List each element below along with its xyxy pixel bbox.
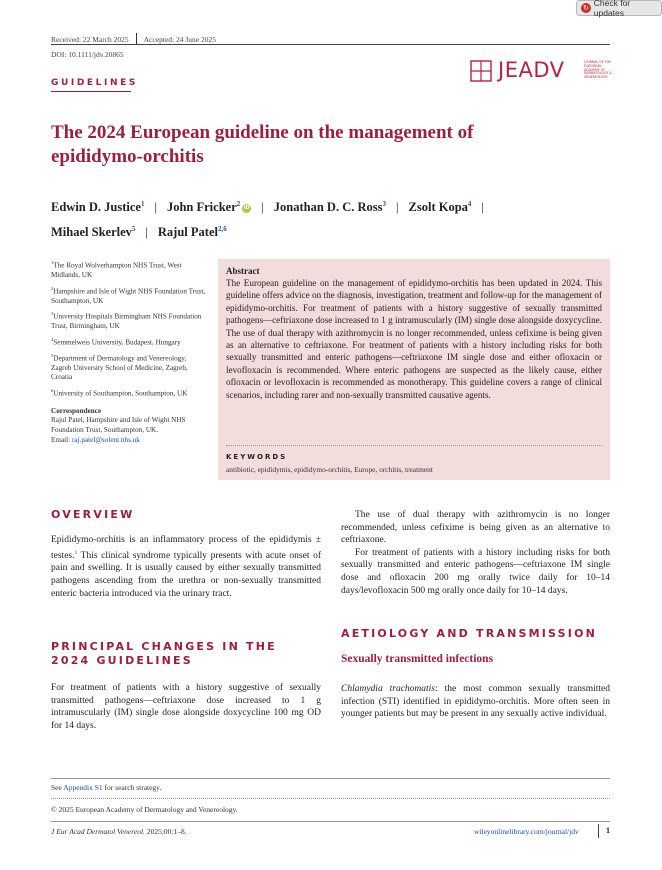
keywords-heading: KEYWORDS [226,453,288,461]
right-column-text [341,509,610,597]
journal-url-link[interactable]: wileyonlinelibrary.com/journal/jdv [474,827,579,836]
copyright: © 2025 European Academy of Dermatology and Venereology. [51,805,238,814]
affiliation: $^3$University Hospitals Birmingham NHS Foundation Trust, Birmingham, UK [51,311,202,331]
author[interactable]: Jonathan D. C. Ross$^3$ [273,200,386,215]
affiliation: $^5$Department of Dermatology and Venereology, Zagreb University School of Medicine, Zagreb, Croatia [51,352,188,382]
jeadv-logo [470,60,612,84]
section-label-rule [51,91,131,92]
correspondence-text: Rajul Patel, Hampshire and Isle of Wight NHS Foundation Trust, Southampton, UK. [51,416,186,435]
footer-dotted-rule [51,798,610,799]
principal-changes-text: For treatment of patients with a history suggestive of sexually transmitted pathogens—ceftriaxone dose increased to 1 g intramuscularly (IM) single dose alongside doxycycline 100 mg OD for 14 days. [51,683,321,731]
paragraph: The use of dual therapy with azithromycin is no longer recommended, unless cefixime is being given as an alternative to ceftriaxone. [341,510,610,546]
footer-rule [51,821,610,822]
abstract-box [218,259,610,480]
keywords: antibiotic, epididymis, epididymo-orchitis, Europe, orchitis, treatment [226,465,433,474]
journal-wordmark: JEADV [498,58,565,82]
author-list: Edwin D. Justice$^1$ | John Fricker$^2$ iD | Jonathan D. C. Ross$^3$ | Zsolt Kopa$^4$ | Mihael Skerlev$^5$ | Rajul Patel$^{2,6}$ [51,200,484,240]
check-for-updates-button[interactable] [576,0,662,16]
organism-name: Chlamydia trachomatis [341,684,436,694]
section-label: GUIDELINES [51,78,138,88]
refresh-icon: ↻ [582,5,589,12]
reference-link[interactable]: 1 [74,549,78,556]
affiliations [51,258,206,445]
affiliation: $^2$Hampshire and Isle of Wight NHS Foundation Trust, Southampton, UK [51,285,206,305]
orcid-icon[interactable]: iD [243,204,250,211]
article-title: The 2024 European guideline on the management of epididymo-orchitis [51,122,474,167]
affiliation: $^6$University of Southampton, Southampton, UK [51,387,188,398]
abstract-heading: Abstract [226,266,260,276]
correspondence-heading: Correspondence [51,406,102,415]
author[interactable]: John Fricker$^2$ iD [166,200,250,215]
aetiology-heading: AETIOLOGY AND TRANSMISSION [341,627,598,640]
journal-tagline: JOURNAL OF THE EUROPEAN ACADEMY OF DERMATOLOGY & VENEREOLOGY [584,60,612,80]
accepted-date: Accepted: 24 June 2025 [143,34,216,44]
abstract-divider [226,445,602,446]
author[interactable]: Mihael Skerlev$^5$ [51,225,136,240]
author[interactable]: Edwin D. Justice$^1$ [51,200,145,215]
affiliation: $^4$Semmelweis University, Budapest, Hungary [51,336,181,347]
author[interactable]: Zsolt Kopa$^4$ [408,200,472,215]
sti-text: Chlamydia trachomatis: the most common sexually transmitted infection (STI) identified in epididymo-orchitis. More often seen in younger patients but may be present in any sexually active individual. [341,684,610,720]
check-for-updates-label: Check for updates [593,0,631,18]
paragraph: For treatment of patients with a history including risks for both sexually transmitted and enteric pathogens—ceftriaxone IM single dose and ofloxacin 200 mg orally twice daily for 10–14 days/levofloxacin 500 mg orally once daily for 10–14 days. [341,547,610,596]
received-date: Received: 22 March 2025 [51,34,129,44]
correspondence-email-line: Email: raj.patel@solent.nhs.uk [51,435,140,444]
abstract-text: The European guideline on the management of epididymo-orchitis has been updated in 2024. This guideline offers advice on the diagnosis, investigation, treatment and follow-up for the management of epididymo-orchitis. For treatment of patients with a history suggestive of sexually transmitted pathogens—ceftriaxone dose increased to 1 g intramuscularly (IM) single dose alongside doxycycline. The use of dual therapy with azithromycin is no longer recommended, unless cefixime is being given as an alternative to ceftriaxone. For treatment of patients with a history including risks for both sexually transmitted and enteric pathogens—ceftriaxone IM single dose and either ofloxacin or levofloxacin is recommended. Where enteric pathogens are suspected as the likely cause, either ofloxacin or levofloxacin is recommended as monotherapy. This guideline covers a range of clinical scenarios, including rarer and non-sexually transmitted causative agents. [226,278,602,400]
overview-text: Epididymo-orchitis is an inflammatory process of the epididymis ± testes.$^1$ This clinical syndrome typically presents with acute onset of pain and swelling. It is usually caused by either sexually transmitted pathogens ascending from the urethra or non-sexually transmitted enteric bacteria introduced via the urinary tract. [51,535,321,599]
footnote: See Appendix S1 for search strategy. [51,783,162,792]
page-number: 1 [606,826,610,835]
journal-citation: J Eur Acad Dermatol Venereol. 2025;00:1–8. [51,827,187,836]
doi: DOI: 10.1111/jdv.20865 [51,50,124,59]
affiliation: $^1$The Royal Wolverhampton NHS Trust, West Midlands, UK [51,260,182,279]
footer-rule [51,778,610,779]
email-link[interactable]: raj.patel@solent.nhs.uk [71,435,140,444]
eadv-logo-icon [470,60,492,82]
overview-heading: OVERVIEW [51,508,135,521]
author[interactable]: Rajul Patel$^{2,6}$ [157,225,227,240]
appendix-link[interactable]: Appendix S1 [63,783,103,792]
page-number-separator [598,824,599,838]
principal-changes-heading: PRINCIPAL CHANGES IN THE 2024 GUIDELINES [51,640,277,667]
header-rule [51,44,610,45]
sti-subheading: Sexually transmitted infections [341,653,494,665]
